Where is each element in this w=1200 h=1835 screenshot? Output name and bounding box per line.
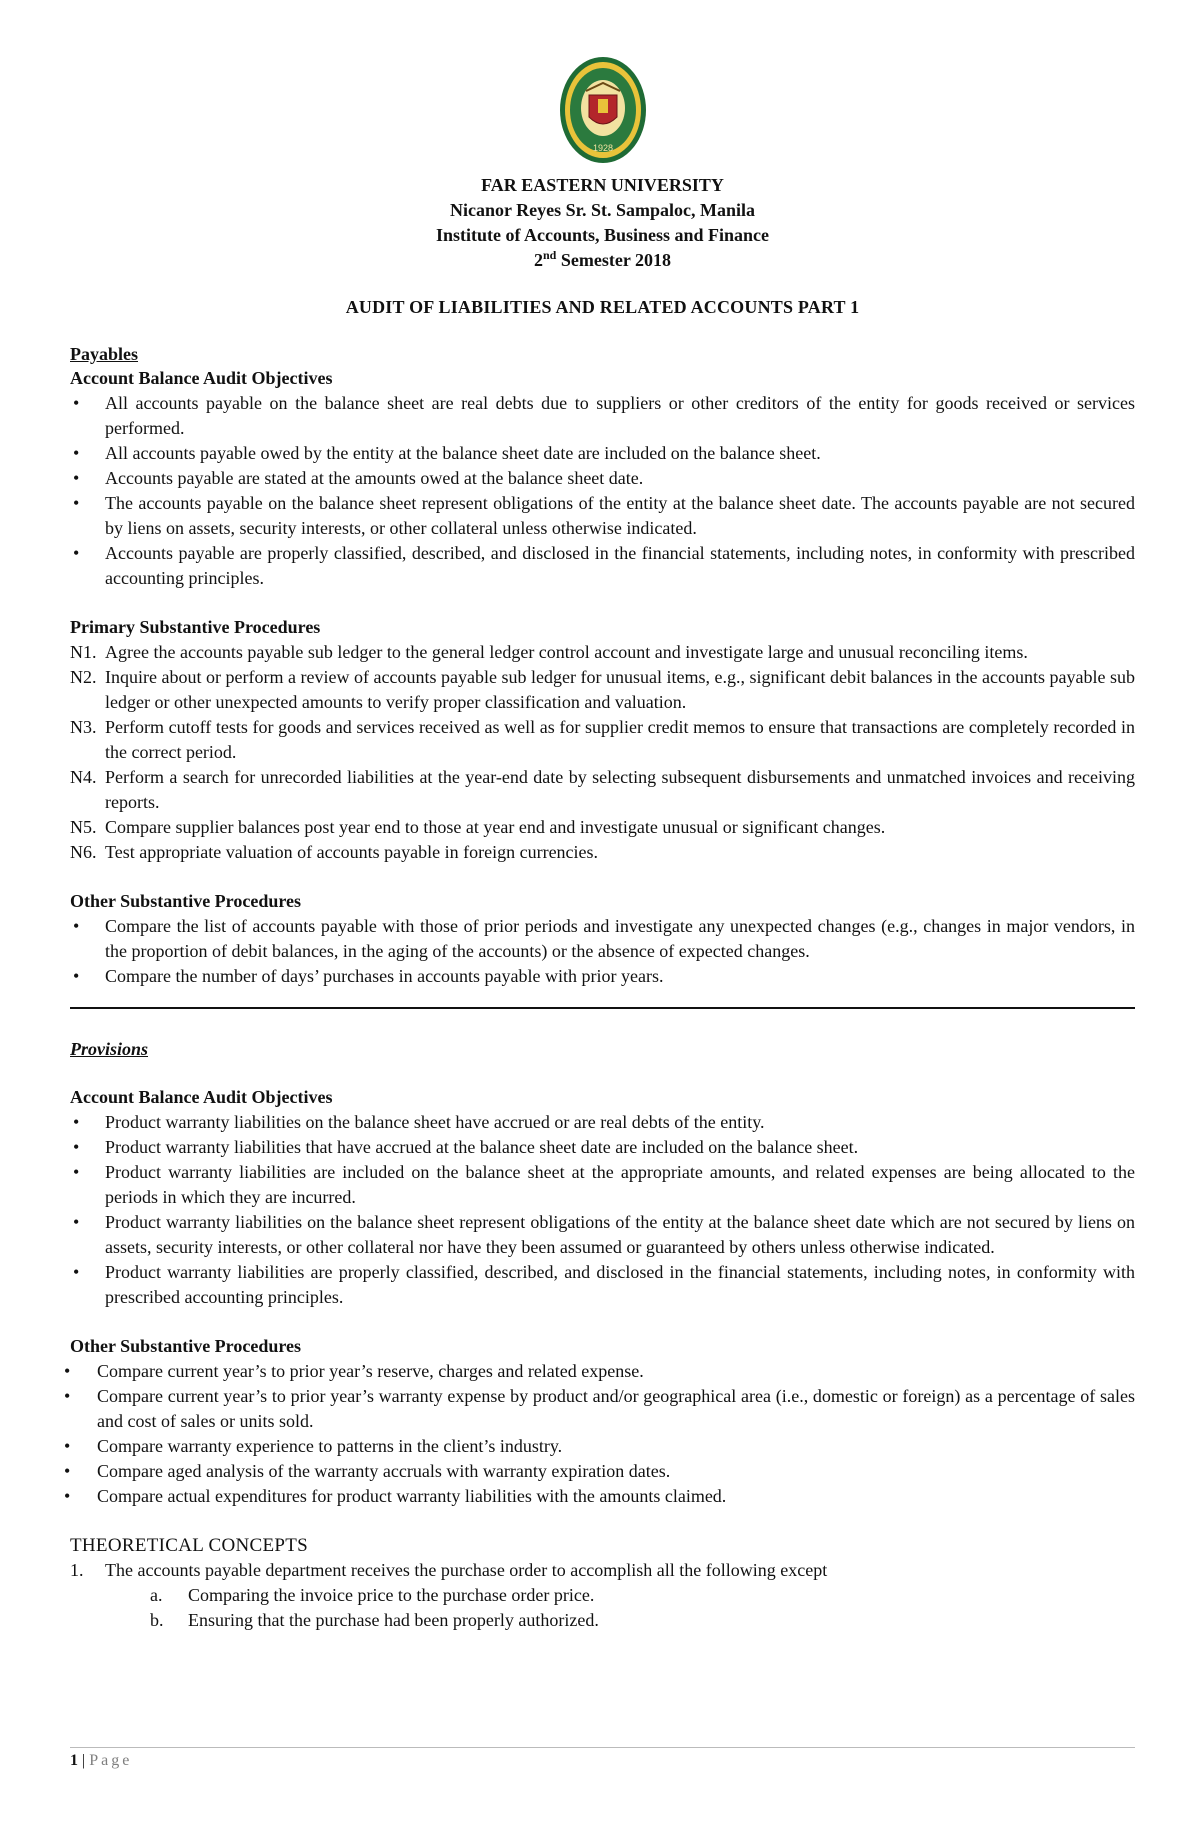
payables-objectives-list	[70, 391, 1135, 591]
payables-other-title: Other Substantive Procedures	[70, 891, 302, 911]
provisions-objectives-list	[70, 1110, 1135, 1310]
list-item: • Compare warranty experience to patterns in the client’s industry.	[70, 1434, 1135, 1459]
list-item: • Accounts payable are stated at the amounts owed at the balance sheet date.	[70, 466, 1135, 491]
list-item: • Product warranty liabilities are included on the balance sheet at the appropriate amounts, and related expenses are being allocated to the periods in which they are incurred.	[70, 1160, 1135, 1210]
question-1-option-b: b. Ensuring that the purchase had been properly authorized.	[150, 1610, 599, 1630]
document-title: AUDIT OF LIABILITIES AND RELATED ACCOUNTS PART 1	[345, 297, 860, 317]
list-item: • The accounts payable on the balance sheet represent obligations of the entity at the balance sheet date. The accounts payable are not secured by liens on assets, security interests, or other collateral unless otherwise indicated.	[70, 491, 1135, 541]
list-item: • Compare the list of accounts payable with those of prior periods and investigate any unexpected changes (e.g., changes in major vendors, in the proportion of debit balances, in the aging of the accounts) or the absence of expected changes.	[70, 914, 1135, 964]
semester-line: 2nd Semester 2018	[534, 248, 671, 270]
payables-other-list	[70, 914, 1135, 989]
payables-primary-list	[70, 640, 1135, 865]
page-footer	[70, 1752, 132, 1770]
list-item: N5. Compare supplier balances post year end to those at year end and investigate unusual or significant changes.	[70, 817, 886, 837]
payables-objectives-title: Account Balance Audit Objectives	[70, 368, 333, 388]
document-header	[70, 173, 1135, 273]
list-item: • Compare the number of days’ purchases in accounts payable with prior years.	[70, 964, 1135, 989]
list-item: N6. Test appropriate valuation of accounts payable in foreign currencies.	[70, 842, 599, 862]
list-item: • Compare aged analysis of the warranty accruals with warranty expiration dates.	[70, 1459, 1135, 1484]
list-item: • All accounts payable owed by the entity at the balance sheet date are included on the balance sheet.	[70, 441, 1135, 466]
payables-primary-title: Primary Substantive Procedures	[70, 617, 321, 637]
list-item: • Product warranty liabilities that have accrued at the balance sheet date are included on the balance sheet.	[70, 1135, 1135, 1160]
list-item: N2. Inquire about or perform a review of accounts payable sub ledger for unusual items, e.g., significant debit balances in the accounts payable sub ledger or other unexpected amounts to verify proper classification and valuation.	[70, 667, 1135, 712]
institute-name: Institute of Accounts, Business and Finance	[435, 225, 770, 245]
list-item: N4. Perform a search for unrecorded liabilities at the year-end date by selecting subsequent disbursements and unmatched invoices and receiving reports.	[70, 767, 1135, 812]
question-1-option-a: a. Comparing the invoice price to the purchase order price.	[150, 1585, 595, 1605]
provisions-other-list	[70, 1359, 1135, 1509]
section-divider	[70, 1007, 1135, 1009]
university-address: Nicanor Reyes Sr. St. Sampaloc, Manila	[449, 200, 755, 220]
list-item: • All accounts payable on the balance sheet are real debts due to suppliers or other creditors of the entity for goods received or services performed.	[70, 391, 1135, 441]
list-item: N3. Perform cutoff tests for goods and services received as well as for supplier credit memos to ensure that transactions are completely recorded in the correct period.	[70, 717, 1135, 762]
provisions-other-title: Other Substantive Procedures	[70, 1336, 302, 1356]
page-label: Page	[89, 1752, 133, 1769]
section-title-payables: Payables	[70, 344, 139, 364]
list-item: • Compare actual expenditures for product warranty liabilities with the amounts claimed.	[70, 1484, 1135, 1509]
list-item: • Compare current year’s to prior year’s warranty expense by product and/or geographical area (i.e., domestic or foreign) as a percentage of sales and cost of sales or units sold.	[70, 1384, 1135, 1434]
list-item: N1. Agree the accounts payable sub ledger to the general ledger control account and investigate large and unusual reconciling items.	[70, 642, 1028, 662]
university-seal-logo	[558, 55, 648, 165]
university-name: FAR EASTERN UNIVERSITY	[481, 175, 724, 195]
question-1: 1. The accounts payable department receives the purchase order to accomplish all the following except	[70, 1560, 828, 1580]
footer-separator: |	[78, 1752, 90, 1769]
provisions-objectives-title: Account Balance Audit Objectives	[70, 1087, 333, 1107]
list-item: • Product warranty liabilities are properly classified, described, and disclosed in the financial statements, including notes, in conformity with prescribed accounting principles.	[70, 1260, 1135, 1310]
document-page	[70, 55, 1135, 1633]
page-number: 1	[70, 1752, 78, 1769]
list-item: • Product warranty liabilities on the balance sheet have accrued or are real debts of the entity.	[70, 1110, 1135, 1135]
footer-divider	[70, 1747, 1135, 1748]
section-title-provisions: Provisions	[70, 1039, 149, 1059]
svg-text:1928: 1928	[592, 143, 613, 153]
theory-title: THEORETICAL CONCEPTS	[70, 1535, 309, 1556]
list-item: • Compare current year’s to prior year’s reserve, charges and related expense.	[70, 1359, 1135, 1384]
list-item: • Accounts payable are properly classified, described, and disclosed in the financial statements, including notes, in conformity with prescribed accounting principles.	[70, 541, 1135, 591]
list-item: • Product warranty liabilities on the balance sheet represent obligations of the entity at the balance sheet date which are not secured by liens on assets, security interests, or other collateral nor have they been assumed or guaranteed by others unless otherwise indicated.	[70, 1210, 1135, 1260]
